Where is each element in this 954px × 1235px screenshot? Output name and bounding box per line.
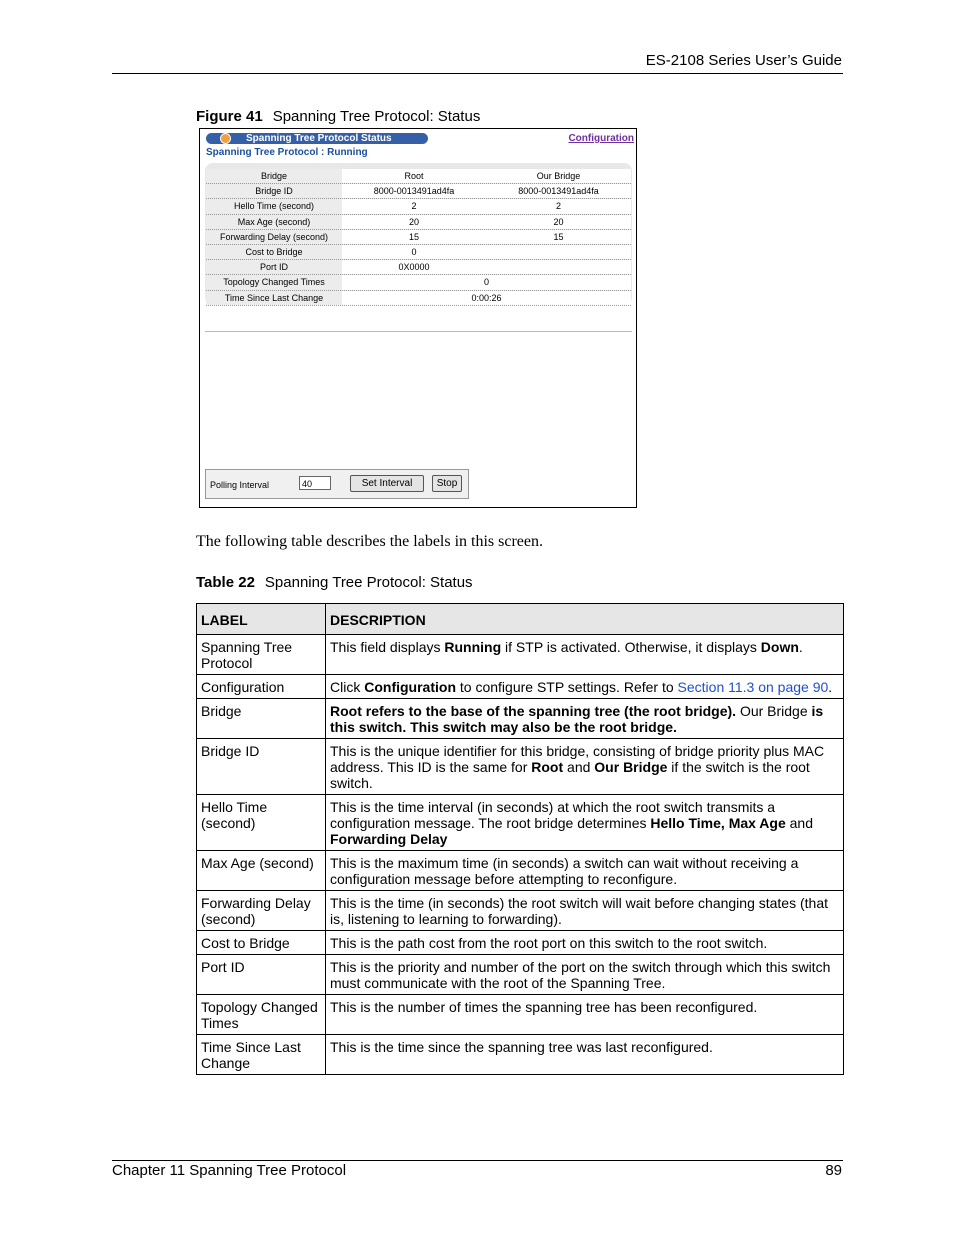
- label-description-table: [196, 603, 844, 1075]
- footer-page-number: 89: [825, 1162, 842, 1179]
- row-description: [326, 851, 844, 891]
- grid-row: [206, 215, 631, 230]
- bold-term: Hello Time, Max Age: [650, 815, 786, 831]
- status-grid: [206, 169, 631, 306]
- description-text: This is the number of times the spanning tree has been reconfigured.: [330, 999, 758, 1015]
- row-label: Max Age (second): [197, 851, 326, 891]
- polling-interval-input[interactable]: 40: [299, 476, 331, 490]
- grid-our-bridge-value: 2: [486, 199, 631, 213]
- bold-term: Running: [444, 639, 502, 655]
- configuration-link[interactable]: Configuration: [568, 133, 634, 144]
- status-tab[interactable]: [206, 133, 428, 144]
- stp-status-screenshot: [199, 128, 637, 508]
- grid-root-value: 2: [342, 199, 486, 213]
- col-bridge: Bridge: [206, 169, 342, 183]
- header-description: DESCRIPTION: [326, 604, 844, 635]
- description-text: to configure STP settings. Refer to: [456, 679, 678, 695]
- bold-term: Forwarding Delay: [330, 831, 448, 847]
- table-body: [197, 635, 844, 1075]
- grid-wide-value: 0:00:26: [342, 291, 631, 305]
- bold-term: refers to the base of the spanning tree (the root bridge).: [361, 703, 740, 719]
- row-label: Bridge: [197, 699, 326, 739]
- tab-label: Spanning Tree Protocol Status: [246, 133, 392, 144]
- row-description: [326, 739, 844, 795]
- table-row: [197, 675, 844, 699]
- table-row: [197, 699, 844, 739]
- grid-row-label: Port ID: [206, 260, 342, 274]
- bold-term: Root: [531, 759, 564, 775]
- row-label: Time Since Last Change: [197, 1035, 326, 1075]
- row-description: [326, 675, 844, 699]
- grid-root-value: 15: [342, 230, 486, 244]
- description-text: .: [798, 639, 803, 655]
- cross-reference-link[interactable]: Section 11.3 on page 90: [677, 679, 829, 695]
- row-description: [326, 699, 844, 739]
- grid-row: [206, 275, 631, 290]
- stop-button[interactable]: Stop: [432, 475, 462, 492]
- row-label: Configuration: [197, 675, 326, 699]
- grid-root-value: 20: [342, 215, 486, 229]
- grid-our-bridge-value: 15: [486, 230, 631, 244]
- bold-term: is this switch. This switch may also be the root bridge.: [330, 703, 824, 735]
- table-header-row: [197, 604, 844, 635]
- figure-number: Figure 41: [196, 108, 263, 125]
- grid-row-label: Max Age (second): [206, 215, 342, 229]
- guide-title: ES-2108 Series User’s Guide: [645, 52, 842, 69]
- table-row: [197, 795, 844, 851]
- grid-root-value: 0: [342, 245, 486, 259]
- footer-rule: [112, 1160, 843, 1161]
- row-description: [326, 955, 844, 995]
- bold-term: Configuration: [364, 679, 456, 695]
- description-text: This is the maximum time (in seconds) a switch can wait without receiving a configuration message before attempting to reconfigure.: [330, 855, 799, 887]
- row-description: [326, 995, 844, 1035]
- table-row: [197, 1035, 844, 1075]
- description-text: This is the time since the spanning tree was last reconfigured.: [330, 1039, 713, 1055]
- grid-row: [206, 184, 631, 199]
- col-our-bridge: Our Bridge: [486, 169, 631, 183]
- row-description: [326, 795, 844, 851]
- description-text: This is the path cost from the root port on this switch to the root switch.: [330, 935, 768, 951]
- description-text: Click: [330, 679, 365, 695]
- table-caption: [196, 574, 473, 591]
- table-title: Spanning Tree Protocol: Status: [264, 574, 473, 591]
- grid-root-value: 0X0000: [342, 260, 486, 274]
- stp-running-status: Spanning Tree Protocol : Running: [206, 147, 368, 158]
- row-label: Hello Time (second): [197, 795, 326, 851]
- figure-title: Spanning Tree Protocol: Status: [272, 108, 481, 125]
- grid-row-label: Forwarding Delay (second): [206, 230, 342, 244]
- table-row: [197, 955, 844, 995]
- description-text: if STP is activated. Otherwise, it displays: [501, 639, 761, 655]
- row-description: [326, 891, 844, 931]
- grid-row-label: Time Since Last Change: [206, 291, 342, 305]
- grid-row: [206, 291, 631, 306]
- polling-bar: [205, 469, 469, 499]
- grid-our-bridge-value: 20: [486, 215, 631, 229]
- table-row: [197, 891, 844, 931]
- header-rule: [112, 73, 843, 74]
- row-label: Cost to Bridge: [197, 931, 326, 955]
- description-text: Our Bridge: [739, 703, 808, 719]
- col-root: Root: [342, 169, 486, 183]
- grid-row: [206, 260, 631, 275]
- description-text: if the switch is the root switch.: [330, 759, 810, 791]
- row-label: Topology Changed Times: [197, 995, 326, 1035]
- description-text: .: [828, 679, 833, 695]
- bold-term: Root: [330, 703, 362, 719]
- description-text: This field displays: [330, 639, 445, 655]
- grid-row-label: Bridge ID: [206, 184, 342, 198]
- description-text: and: [563, 759, 595, 775]
- grid-our-bridge-value: [486, 260, 631, 274]
- grid-row-label: Cost to Bridge: [206, 245, 342, 259]
- description-text: This is the time interval (in seconds) at which the root switch transmits a configuration message. The root bridge determines: [330, 799, 776, 831]
- grid-wide-value: 0: [342, 275, 631, 289]
- polling-interval-label: Polling Interval: [210, 480, 270, 490]
- screen-divider: [205, 331, 632, 332]
- table-row: [197, 851, 844, 891]
- set-interval-button[interactable]: Set Interval: [350, 475, 424, 492]
- header-label: LABEL: [197, 604, 326, 635]
- table-row: [197, 931, 844, 955]
- row-label: Forwarding Delay (second): [197, 891, 326, 931]
- grid-header-row: [206, 169, 631, 184]
- grid-row: [206, 245, 631, 260]
- tab-bullet-icon: [220, 133, 231, 144]
- description-text: and: [785, 815, 813, 831]
- table-row: [197, 635, 844, 675]
- grid-our-bridge-value: [486, 245, 631, 259]
- row-description: [326, 931, 844, 955]
- grid-row-label: Topology Changed Times: [206, 275, 342, 289]
- description-text: This is the priority and number of the port on the switch through which this switch must communicate with the root of the Spanning Tree.: [330, 959, 831, 991]
- table-number: Table 22: [196, 574, 255, 591]
- grid-root-value: 8000-0013491ad4fa: [342, 184, 486, 198]
- row-label: Port ID: [197, 955, 326, 995]
- intro-text: The following table describes the labels in this screen.: [196, 533, 544, 550]
- row-label: Spanning Tree Protocol: [197, 635, 326, 675]
- bold-term: Our Bridge: [594, 759, 668, 775]
- description-text: This is the unique identifier for this bridge, consisting of bridge priority plus MAC address. This ID is the same for: [330, 743, 825, 775]
- footer-chapter: Chapter 11 Spanning Tree Protocol: [112, 1162, 347, 1179]
- description-text: This is the time (in seconds) the root switch will wait before changing states (that is, listening to learning to forwarding).: [330, 895, 828, 927]
- figure-caption: [196, 108, 480, 125]
- table-row: [197, 995, 844, 1035]
- grid-row-label: Hello Time (second): [206, 199, 342, 213]
- row-label: Bridge ID: [197, 739, 326, 795]
- row-description: [326, 635, 844, 675]
- row-description: [326, 1035, 844, 1075]
- grid-our-bridge-value: 8000-0013491ad4fa: [486, 184, 631, 198]
- grid-row: [206, 199, 631, 214]
- grid-row: [206, 230, 631, 245]
- bold-term: Down: [760, 639, 799, 655]
- table-row: [197, 739, 844, 795]
